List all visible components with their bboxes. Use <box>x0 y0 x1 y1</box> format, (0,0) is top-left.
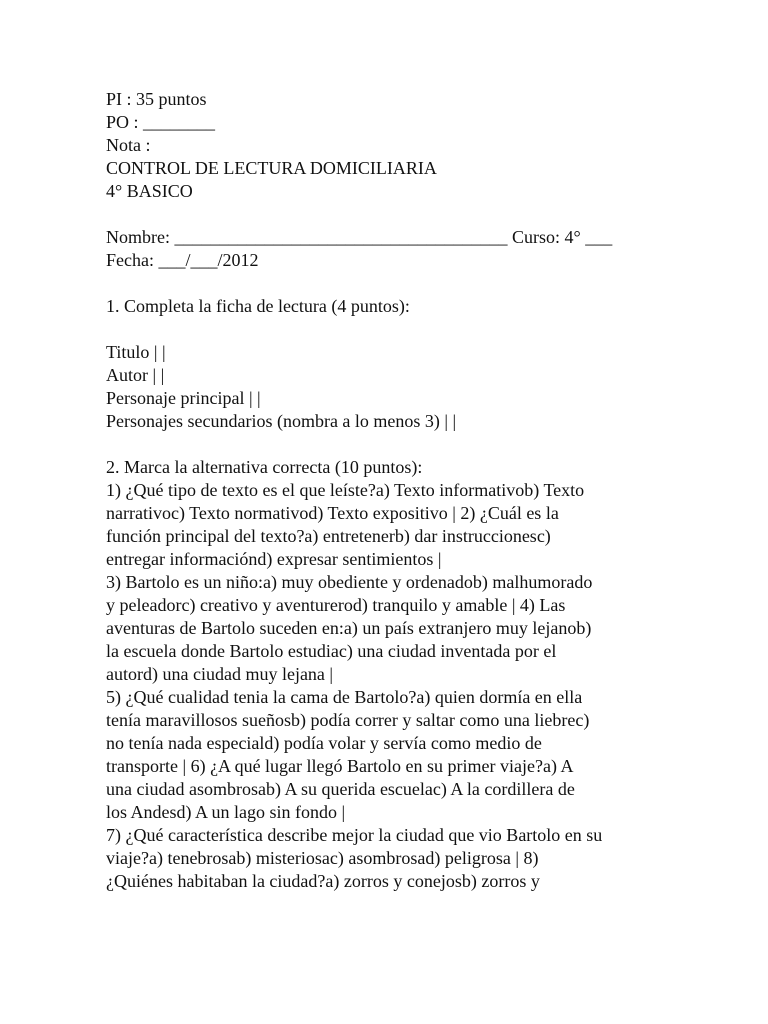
question-line: y peleadorc) creativo y aventurerod) tranquilo y amable | 4) Las <box>106 595 566 615</box>
section2-heading: 2. Marca la alternativa correcta (10 puntos): <box>106 457 423 477</box>
question-line: entregar informaciónd) expresar sentimientos | <box>106 549 442 569</box>
question-line: aventuras de Bartolo suceden en:a) un país extranjero muy lejanob) <box>106 618 592 638</box>
question-line: 5) ¿Qué cualidad tenia la cama de Bartolo?a) quien dormía en ella <box>106 687 583 707</box>
question-line: 3) Bartolo es un niño:a) muy obediente y ordenadob) malhumorado <box>106 572 593 592</box>
ficha-item-personajes-secundarios: Personajes secundarios (nombra a lo menos 3) | | <box>106 411 457 431</box>
spacer <box>106 203 686 226</box>
ficha-item-personaje-principal: Personaje principal | | <box>106 388 261 408</box>
pi-score: PI : 35 puntos <box>106 89 207 109</box>
document-title: CONTROL DE LECTURA DOMICILIARIA <box>106 158 437 178</box>
spacer <box>106 433 686 456</box>
question-line: tenía maravillosos sueñosb) podía correr y saltar como una liebrec) <box>106 710 590 730</box>
question-line: no tenía nada especiald) podía volar y servía como medio de <box>106 733 542 753</box>
question-line: autord) una ciudad muy lejana | <box>106 664 334 684</box>
question-line: transporte | 6) ¿A qué lugar llegó Bartolo en su primer viaje?a) A <box>106 756 574 776</box>
name-field: Nombre: _____________________________________ Curso: 4° ___ <box>106 227 613 247</box>
date-field: Fecha: ___/___/2012 <box>106 250 259 270</box>
question-line: viaje?a) tenebrosab) misteriosac) asombrosad) peligrosa | 8) <box>106 848 539 868</box>
section1-heading: 1. Completa la ficha de lectura (4 puntos): <box>106 296 410 316</box>
po-score: PO : ________ <box>106 112 216 132</box>
question-line: los Andesd) A un lago sin fondo | <box>106 802 346 822</box>
ficha-item-titulo: Titulo | | <box>106 342 166 362</box>
spacer <box>106 318 686 341</box>
nota-label: Nota : <box>106 135 151 155</box>
grade-label: 4° BASICO <box>106 181 193 201</box>
ficha-item-autor: Autor | | <box>106 365 165 385</box>
question-line: narrativoc) Texto normativod) Texto expositivo | 2) ¿Cuál es la <box>106 503 559 523</box>
question-line: la escuela donde Bartolo estudiac) una ciudad inventada por el <box>106 641 557 661</box>
question-line: función principal del texto?a) entretenerb) dar instruccionesc) <box>106 526 551 546</box>
question-line: ¿Quiénes habitaban la ciudad?a) zorros y conejosb) zorros y <box>106 871 540 891</box>
document-body <box>106 88 686 893</box>
question-line: 1) ¿Qué tipo de texto es el que leíste?a) Texto informativob) Texto <box>106 480 585 500</box>
question-line: 7) ¿Qué característica describe mejor la ciudad que vio Bartolo en su <box>106 825 603 845</box>
question-line: una ciudad asombrosab) A su querida escuelac) A la cordillera de <box>106 779 575 799</box>
spacer <box>106 272 686 295</box>
